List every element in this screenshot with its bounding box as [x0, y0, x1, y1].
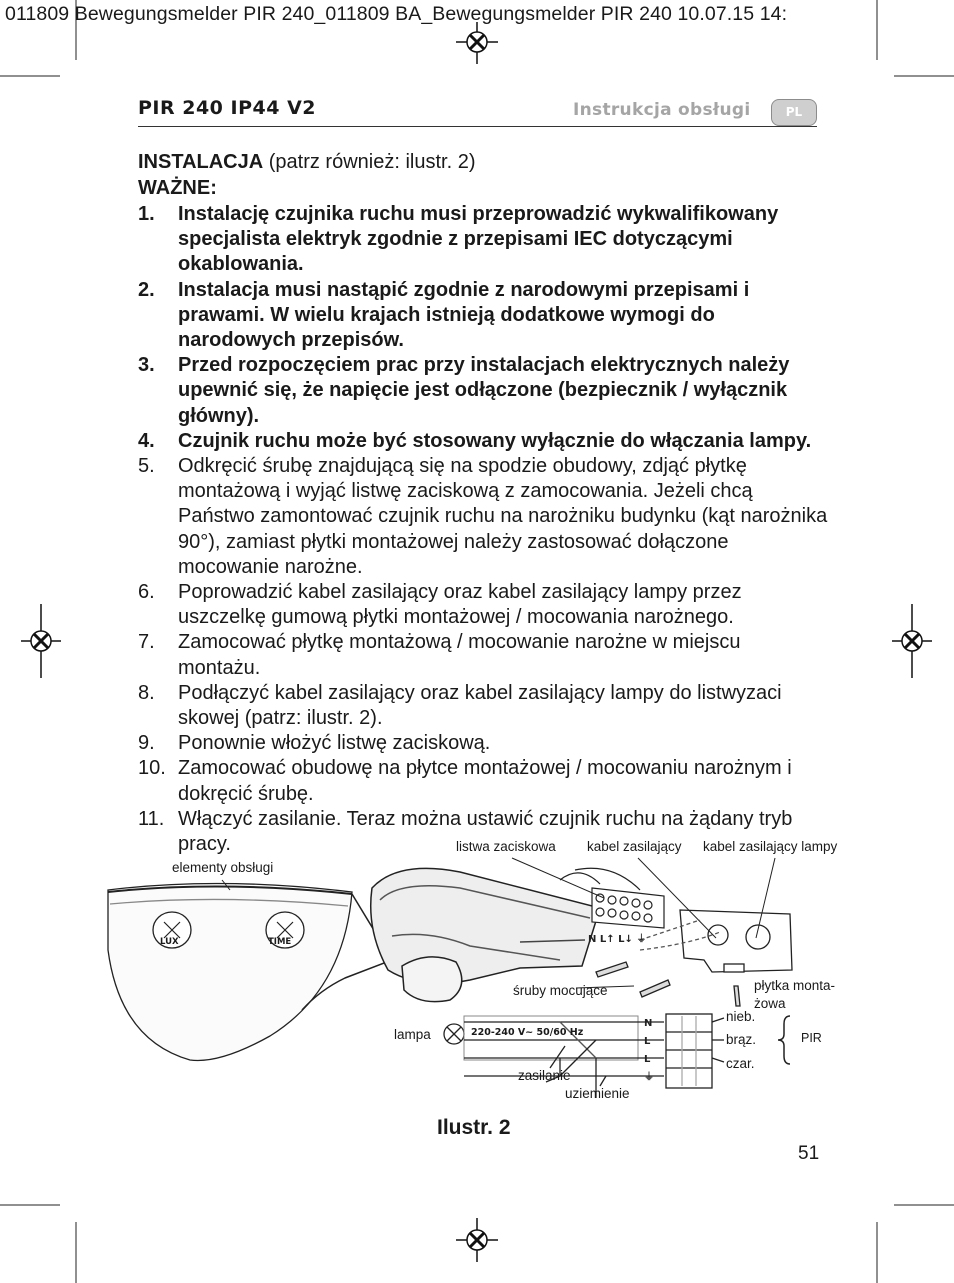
- label-voltage: 220-240 V~ 50/60 Hz: [471, 1027, 584, 1038]
- header-section: Instrukcja obsługi: [573, 100, 751, 120]
- label-plate-line2: żowa: [754, 996, 786, 1011]
- list-item: [138, 202, 828, 278]
- svg-text:L: L: [644, 1036, 651, 1047]
- list-item: [138, 353, 828, 429]
- svg-text:N L↑ L↓ ⏚: N L↑ L↓ ⏚: [588, 934, 647, 945]
- list-item-text: Instalacja musi nastąpić zgodnie z narodowymi przepisami i prawami. W wielu krajach istnieją dodatkowe wymogi do narodowych przepisów.: [178, 278, 750, 352]
- controls-closeup: [108, 883, 392, 1060]
- list-item-number: 1.: [138, 203, 155, 225]
- list-item-text: Włączyć zasilanie. Teraz można ustawić czujnik ruchu na żądany tryb pracy.: [178, 807, 793, 856]
- list-item-text: Odkręcić śrubę znajdującą się na spodzie obudowy, zdjąć płytkę montażową i wyjąć listwę zaciskową z zamocowania. Jeżeli chcą Państwo zamontować czujnik ruchu na narożniku budynku (kąt narożnika 90°), zamiast płytki montażowej należy zastosować dołączone mocowanie narożne.: [178, 455, 828, 578]
- sensor-housing: [371, 868, 600, 1001]
- list-item: [138, 681, 828, 731]
- svg-text:L: L: [644, 1054, 651, 1065]
- important-heading: WAŻNE:: [138, 177, 217, 199]
- list-item-number: 10.: [138, 757, 166, 780]
- label-plate-line1: płytka monta-: [754, 978, 836, 993]
- list-item: [138, 756, 828, 806]
- list-item: [138, 731, 828, 756]
- label-terminal-strip: listwa zaciskowa: [456, 839, 556, 854]
- list-item-text: Czujnik ruchu może być stosowany wyłącznie do włączania lampy.: [178, 429, 812, 452]
- list-item-text: Podłączyć kabel zasilający oraz kabel zasilający lampy do listwyzaci skowej (patrz: ilustr. 2).: [178, 681, 782, 730]
- svg-text:⏚: ⏚: [644, 1072, 654, 1083]
- label-lamp: lampa: [394, 1027, 431, 1042]
- label-ground: uziemienie: [565, 1086, 630, 1101]
- list-item-number: 9.: [138, 732, 155, 755]
- header-rule: [138, 126, 817, 127]
- label-lux: LUX: [160, 937, 179, 947]
- list-item-number: 11.: [138, 807, 165, 830]
- svg-text:N: N: [644, 1018, 653, 1029]
- list-item-text: Zamocować obudowę na płytce montażowej / mocowaniu narożnym i dokręcić śrubę.: [178, 757, 792, 805]
- figure-caption: Ilustr. 2: [437, 1116, 511, 1139]
- label-supply: zasilanie: [518, 1068, 571, 1083]
- label-pir: PIR: [801, 1031, 822, 1045]
- registration-mark-right: [892, 604, 932, 678]
- list-item: [138, 630, 828, 680]
- list-item-number: 3.: [138, 354, 155, 377]
- instruction-list: [138, 202, 828, 857]
- list-item-text: Ponownie włożyć listwę zaciskową.: [178, 732, 491, 755]
- section-title-ref: (patrz również: ilustr. 2): [263, 151, 476, 173]
- label-time: TIME: [268, 937, 292, 947]
- label-black: czar.: [726, 1056, 755, 1071]
- list-item: [138, 454, 828, 580]
- list-item-number: 4.: [138, 429, 155, 452]
- registration-mark-left: [21, 604, 61, 678]
- registration-mark-top: [456, 22, 498, 64]
- registration-mark-bottom: [456, 1218, 498, 1262]
- list-item-text: Poprowadzić kabel zasilający oraz kabel zasilający lampy przez uszczelkę gumową płytki montażowej / mocowania narożnego.: [178, 581, 742, 629]
- list-item-number: 2.: [138, 278, 155, 301]
- page-number: 51: [798, 1143, 820, 1164]
- list-item-text: Instalację czujnika ruchu musi przeprowadzić wykwalifikowany specjalista elektryk zgodnie z przepisami IEC dotyczącymi okablowania.: [178, 203, 779, 276]
- list-item-number: 6.: [138, 581, 155, 604]
- label-brown: brąz.: [726, 1032, 757, 1047]
- list-item: [138, 278, 828, 354]
- list-item-text: Zamocować płytkę montażową / mocowanie narożne w miejscu montażu.: [178, 631, 741, 679]
- section-title: [138, 150, 475, 175]
- list-item-number: 5.: [138, 455, 155, 478]
- print-slug: 011809 Bewegungsmelder PIR 240_011809 BA_Bewegungsmelder PIR 240 10.07.15 14:: [5, 3, 788, 25]
- label-blue: nieb.: [726, 1009, 756, 1024]
- list-item: [138, 429, 828, 454]
- label-supply-cable: kabel zasilający: [587, 839, 682, 854]
- label-screws: śruby mocujące: [513, 983, 608, 998]
- header-model: PIR 240 IP44 V2: [138, 97, 316, 119]
- list-item: [138, 580, 828, 630]
- label-controls: elementy obsługi: [172, 860, 274, 875]
- section-title-bold: INSTALACJA: [138, 151, 264, 173]
- language-badge: PL: [771, 99, 817, 126]
- label-lamp-cable: kabel zasilający lampy: [703, 839, 838, 854]
- list-item-number: 7.: [138, 631, 155, 654]
- list-item-text: Przed rozpoczęciem prac przy instalacjach elektrycznych należy upewnić się, że napięcie jest odłączone (bezpiecznik / wyłącznik główny).: [178, 354, 790, 427]
- list-item-number: 8.: [138, 681, 155, 704]
